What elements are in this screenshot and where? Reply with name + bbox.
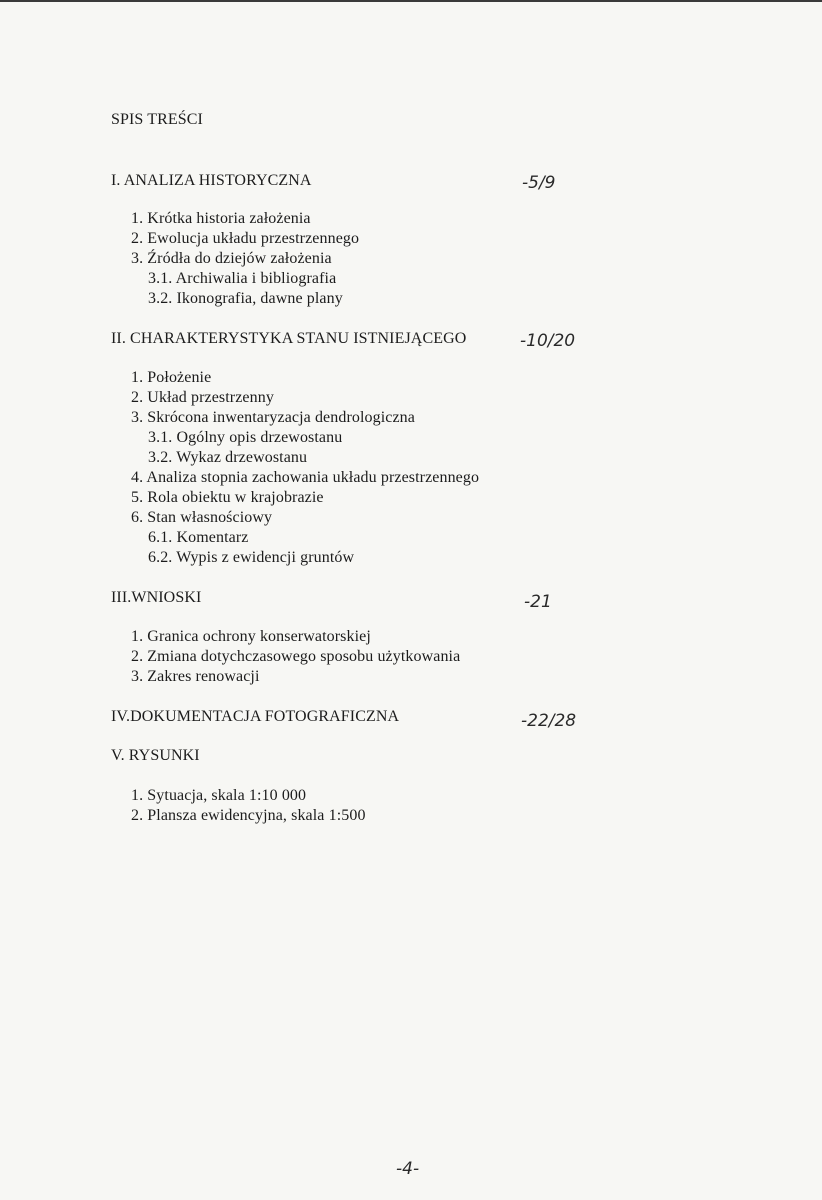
- toc-subitem: 3.2. Wykaz drzewostanu: [148, 449, 308, 466]
- toc-item: 2. Ewolucja układu przestrzennego: [131, 230, 360, 247]
- toc-item: 2. Zmiana dotychczasowego sposobu użytkowania: [131, 648, 461, 665]
- toc-item: 1. Granica ochrony konserwatorskiej: [131, 628, 371, 645]
- toc-item: 6. Stan własnościowy: [131, 509, 273, 526]
- section-heading: I. ANALIZA HISTORYCZNA: [111, 172, 312, 189]
- handwritten-page-number: -4-: [396, 1159, 420, 1179]
- toc-item: 3. Skrócona inwentaryzacja dendrologiczna: [131, 409, 415, 426]
- toc-item: 3. Zakres renowacji: [131, 668, 260, 685]
- toc-subitem: 3.1. Ogólny opis drzewostanu: [148, 429, 343, 446]
- section-heading: II. CHARAKTERYSTYKA STANU ISTNIEJĄCEGO: [111, 330, 467, 347]
- toc-item: 3. Źródła do dziejów założenia: [131, 250, 332, 267]
- toc-item: 2. Plansza ewidencyjna, skala 1:500: [131, 807, 366, 824]
- toc-subitem: 6.2. Wypis z ewidencji gruntów: [148, 549, 355, 566]
- toc-subitem: 6.1. Komentarz: [148, 529, 249, 546]
- toc-item: 4. Analiza stopnia zachowania układu przestrzennego: [131, 469, 480, 486]
- page-top-edge: [0, 0, 822, 2]
- handwritten-page-range: -5/9: [522, 173, 556, 193]
- toc-subitem: 3.2. Ikonografia, dawne plany: [148, 290, 343, 307]
- handwritten-page-range: -22/28: [521, 711, 577, 731]
- toc-item: 2. Układ przestrzenny: [131, 389, 274, 406]
- section-heading: IV.DOKUMENTACJA FOTOGRAFICZNA: [111, 708, 400, 725]
- toc-item: 1. Położenie: [131, 369, 212, 386]
- document-title: SPIS TREŚCI: [111, 111, 203, 128]
- toc-item: 1. Krótka historia założenia: [131, 210, 311, 227]
- toc-subitem: 3.1. Archiwalia i bibliografia: [148, 270, 337, 287]
- toc-item: 1. Sytuacja, skala 1:10 000: [131, 787, 307, 804]
- section-heading: V. RYSUNKI: [111, 747, 200, 764]
- handwritten-page-range: -10/20: [520, 331, 576, 351]
- toc-item: 5. Rola obiektu w krajobrazie: [131, 489, 324, 506]
- handwritten-page-range: -21: [524, 592, 552, 612]
- section-heading: III.WNIOSKI: [111, 589, 202, 606]
